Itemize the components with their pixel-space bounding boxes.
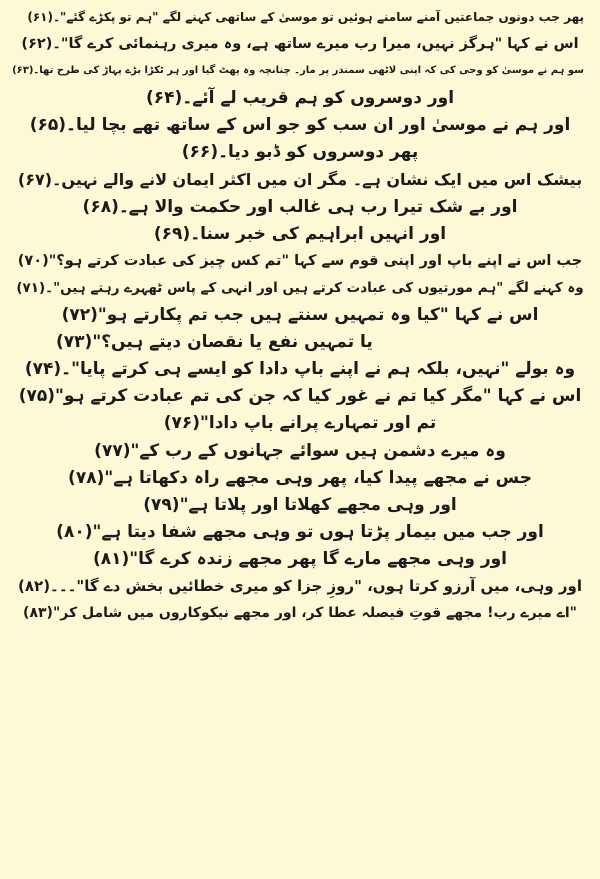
verse-63: سو ہم نے موسیٰ کو وحی کی کہ اپنی لاٹھی سمندر پر مار۔ چنانچہ وہ پھٹ گیا اور ہر ٹکڑا بڑے پہاڑ کی طرح تھا۔(۶۳) <box>12 65 584 77</box>
verse-80: اور جب میں بیمار پڑتا ہوں تو وہی مجھے شفا دیتا ہے"(۸۰) <box>56 521 544 542</box>
verse-74: وہ بولے "نہیں، بلکہ ہم نے اپنے باپ دادا کو ایسے ہی کرتے پایا"۔(۷۴) <box>24 359 576 380</box>
verse-65: اور ہم نے موسیٰ اور ان سب کو جو اس کے ساتھ تھے بچا لیا۔(۶۵) <box>29 115 571 136</box>
verse-73: یا تمہیں نفع یا نقصان دیتے ہیں؟"(۷۳) <box>56 332 373 353</box>
verse-66: پھر دوسروں کو ڈبو دیا۔(۶۶) <box>181 142 419 163</box>
verse-78: جس نے مجھے پیدا کیا، پھر وہی مجھے راہ دکھاتا ہے"(۷۸) <box>68 467 532 488</box>
verse-76: تم اور تمہارے پرانے باپ دادا"(۷۶) <box>163 413 437 434</box>
verse-81: اور وہی مجھے مارے گا پھر مجھے زندہ کرے گا"(۸۱) <box>92 548 508 569</box>
verse-69: اور انہیں ابراہیم کی خبر سنا۔(۶۹) <box>153 223 447 244</box>
verse-77: وہ میرے دشمن ہیں سوائے جہانوں کے رب کے"(۷۷) <box>94 440 506 461</box>
verse-71: وہ کہنے لگے "ہم مورتیوں کی عبادت کرتے ہیں اور انہی کے پاس ٹھہرے رہتے ہیں"۔(۷۱) <box>16 279 584 296</box>
verse-list <box>12 4 584 627</box>
verse-75: اس نے کہا "مگر کیا تم نے غور کیا کہ جن کی تم عبادت کرتے ہو"(۷۵) <box>18 386 582 407</box>
verse-82: اور وہی، میں آرزو کرتا ہوں، "روزِ جزا کو میری خطائیں بخش دے گا"۔۔۔(۸۲) <box>18 576 582 595</box>
verse-68: اور بے شک تیرا رب ہی غالب اور حکمت والا ہے۔(۶۸) <box>82 196 518 217</box>
verse-83: "اے میرے رب! مجھے قوتِ فیصلہ عطا کر، اور مجھے نیکوکاروں میں شامل کر"(۸۳) <box>23 605 577 622</box>
verse-61: پھر جب دونوں جماعتیں آمنے سامنے ہوئیں تو موسیٰ کے ساتھی کہنے لگے "ہم تو پکڑے گئے"۔(۶۱) <box>27 10 584 24</box>
verse-72: اس نے کہا "کیا وہ تمہیں سنتے ہیں جب تم پکارتے ہو"(۷۲) <box>61 305 539 326</box>
verse-64: اور دوسروں کو ہم قریب لے آئے۔(۶۴) <box>145 88 455 109</box>
verse-62: اس نے کہا "ہرگز نہیں، میرا رب میرے ساتھ ہے، وہ میری رہنمائی کرے گا"۔(۶۲) <box>21 36 579 53</box>
verse-70: جب اس نے اپنے باپ اور اپنی قوم سے کہا "تم کس چیز کی عبادت کرتے ہو؟"(۷۰) <box>17 252 583 269</box>
verse-79: اور وہی مجھے کھلاتا اور پلاتا ہے"(۷۹) <box>143 494 457 515</box>
verse-67: بیشک اس میں ایک نشان ہے۔ مگر ان میں اکثر ایمان لانے والے نہیں۔(۶۷) <box>17 169 583 189</box>
